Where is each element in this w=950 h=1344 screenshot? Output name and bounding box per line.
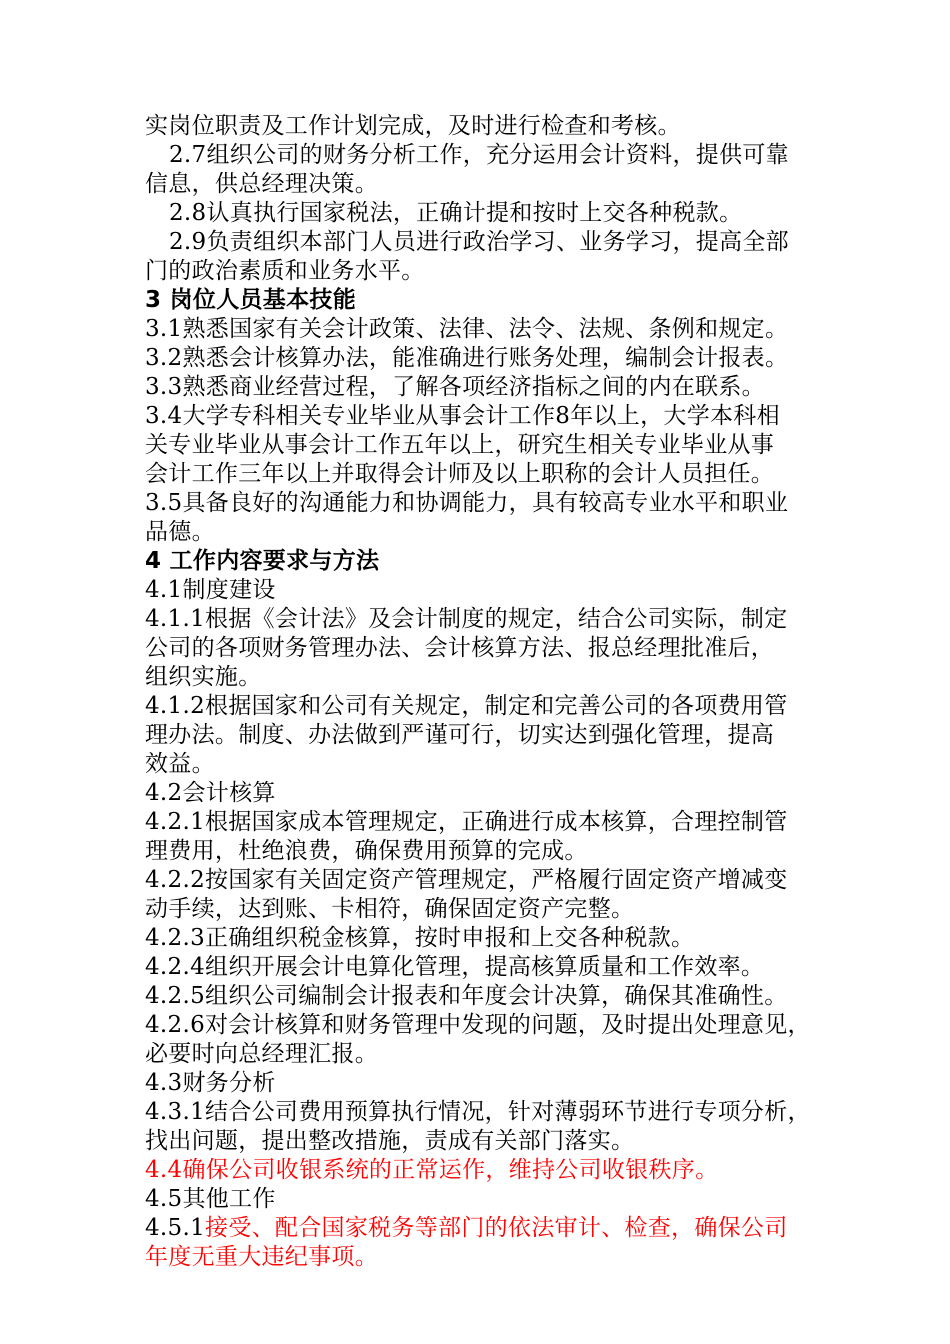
item-number: 4.5.1 bbox=[145, 1215, 206, 1241]
text-line: 2.9负责组织本部门人员进行政治学习、业务学习，提高全部 bbox=[169, 229, 789, 255]
highlighted-text-line: 年度无重大违纪事项。 bbox=[145, 1244, 378, 1270]
text-line: 4.2.3正确组织税金核算，按时申报和上交各种税款。 bbox=[145, 925, 695, 951]
text-line: 品德。 bbox=[145, 519, 215, 545]
text-line: 实岗位职责及工作计划完成，及时进行检查和考核。 bbox=[145, 113, 681, 139]
subsection-heading: 4.5其他工作 bbox=[145, 1186, 276, 1212]
text-line: 4.2.1根据国家成本管理规定，正确进行成本核算，合理控制管 bbox=[145, 809, 788, 835]
text-line: 3.2熟悉会计核算办法，能准确进行账务处理，编制会计报表。 bbox=[145, 345, 789, 371]
text-line: 4.2.4组织开展会计电算化管理，提高核算质量和工作效率。 bbox=[145, 954, 765, 980]
text-line: 3.5具备良好的沟通能力和协调能力，具有较高专业水平和职业 bbox=[145, 490, 789, 516]
text-line: 效益。 bbox=[145, 751, 215, 777]
text-line: 4.2.5组织公司编制会计报表和年度会计决算，确保其准确性。 bbox=[145, 983, 788, 1009]
text-line: 信息，供总经理决策。 bbox=[145, 171, 378, 197]
text-line: 动手续，达到账、卡相符，确保固定资产完整。 bbox=[145, 896, 635, 922]
text-line: 会计工作三年以上并取得会计师及以上职称的会计人员担任。 bbox=[145, 461, 775, 487]
text-line: 公司的各项财务管理办法、会计核算方法、报总经理批准后， bbox=[145, 635, 775, 661]
highlighted-text-line: 4.4确保公司收银系统的正常运作，维持公司收银秩序。 bbox=[145, 1157, 719, 1183]
text-line: 4.3.1结合公司费用预算执行情况，针对薄弱环节进行专项分析， bbox=[145, 1099, 811, 1125]
text-line: 3.1熟悉国家有关会计政策、法律、法令、法规、条例和规定。 bbox=[145, 316, 789, 342]
text-line: 4.1.2根据国家和公司有关规定，制定和完善公司的各项费用管 bbox=[145, 693, 788, 719]
text-line: 必要时向总经理汇报。 bbox=[145, 1041, 378, 1067]
text-line: 2.7组织公司的财务分析工作，充分运用会计资料，提供可靠 bbox=[169, 142, 789, 168]
text-line: 理办法。制度、办法做到严谨可行，切实达到强化管理，提高 bbox=[145, 722, 775, 748]
text-line: 关专业毕业从事会计工作五年以上，研究生相关专业毕业从事 bbox=[145, 432, 775, 458]
subsection-heading: 4.2会计核算 bbox=[145, 780, 276, 806]
subsection-heading: 4.3财务分析 bbox=[145, 1070, 276, 1096]
text-line: 4.2.6对会计核算和财务管理中发现的问题，及时提出处理意见， bbox=[145, 1012, 811, 1038]
text-line: 4.2.2按国家有关固定资产管理规定，严格履行固定资产增减变 bbox=[145, 867, 788, 893]
section-heading: 4 工作内容要求与方法 bbox=[145, 548, 380, 574]
text-line: 理费用，杜绝浪费，确保费用预算的完成。 bbox=[145, 838, 588, 864]
text-line: 3.3熟悉商业经营过程，了解各项经济指标之间的内在联系。 bbox=[145, 374, 765, 400]
text-line bbox=[145, 1214, 815, 1243]
text-line: 门的政治素质和业务水平。 bbox=[145, 258, 425, 284]
text-line: 3.4大学专科相关专业毕业从事会计工作8年以上，大学本科相 bbox=[145, 403, 780, 429]
highlighted-text: 接受、配合国家税务等部门的依法审计、检查，确保公司 bbox=[205, 1215, 788, 1241]
document-page bbox=[145, 112, 815, 1272]
subsection-heading: 4.1制度建设 bbox=[145, 577, 276, 603]
text-line: 组织实施。 bbox=[145, 664, 262, 690]
text-line: 4.1.1根据《会计法》及会计制度的规定，结合公司实际，制定 bbox=[145, 606, 788, 632]
section-heading: 3 岗位人员基本技能 bbox=[145, 287, 357, 313]
text-line: 2.8认真执行国家税法，正确计提和按时上交各种税款。 bbox=[169, 200, 743, 226]
text-line: 找出问题，提出整改措施，责成有关部门落实。 bbox=[145, 1128, 635, 1154]
